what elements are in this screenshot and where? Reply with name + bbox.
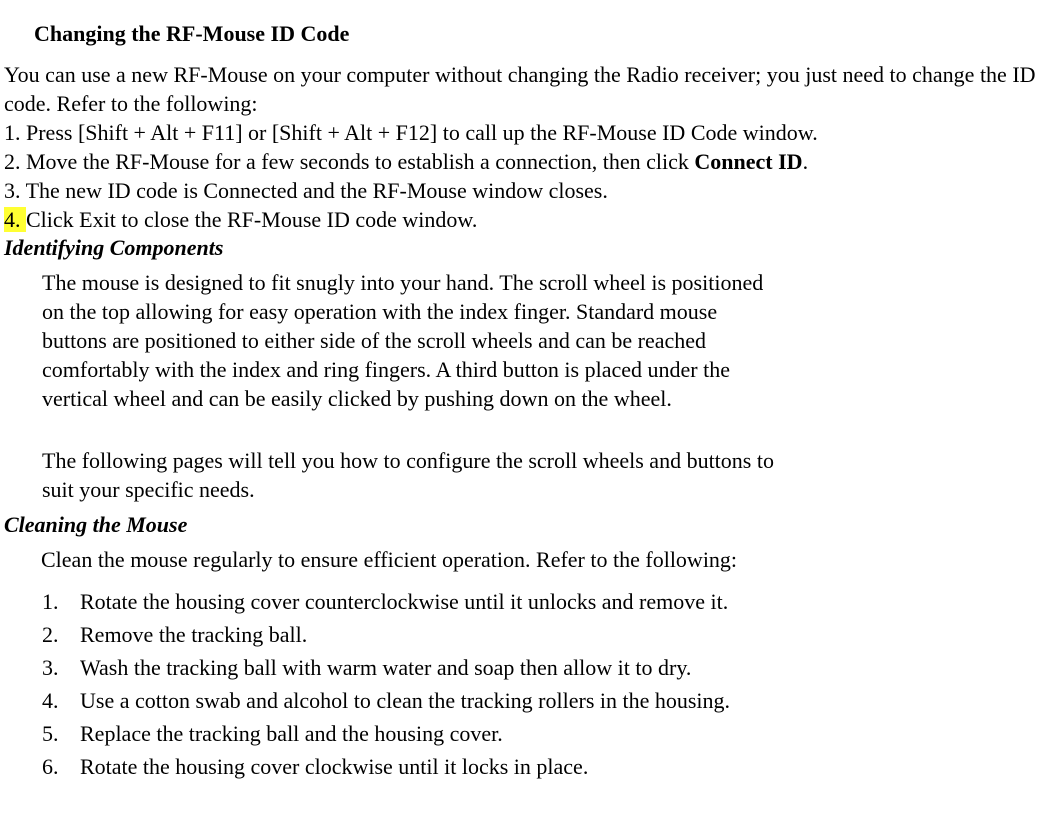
cleaning-heading: Cleaning the Mouse xyxy=(4,512,188,537)
connect-id-label: Connect ID xyxy=(694,149,803,174)
intro-step-4-text: Click Exit to close the RF-Mouse ID code window. xyxy=(26,207,478,232)
highlighted-step-number: 4. xyxy=(4,207,26,232)
intro-section xyxy=(4,60,1038,234)
identifying-heading: Identifying Components xyxy=(4,235,224,260)
intro-step-2-text: 2. Move the RF-Mouse for a few seconds to establish a connection, then click xyxy=(4,149,695,174)
step-text: Rotate the housing cover counterclockwise until it unlocks and remove it. xyxy=(80,589,729,614)
list-item xyxy=(42,719,802,748)
intro-step-2-end: . xyxy=(802,149,809,174)
step-text: Remove the tracking ball. xyxy=(80,622,308,647)
intro-paragraph: You can use a new RF-Mouse on your computer without changing the Radio receiver; you just need to change the ID code. Refer to the following: xyxy=(4,62,1036,116)
identifying-paragraph-1: The mouse is designed to fit snugly into your hand. The scroll wheel is positioned on the top allowing for easy operation with the index finger. Standard mouse buttons are positioned to either side of the scroll wheels and can be reached comfortably with the index and ring fingers. A third button is placed under the vertical wheel and can be easily clicked by pushing down on the wheel. xyxy=(42,270,764,411)
step-number: 6. xyxy=(42,754,59,779)
intro-step-4 xyxy=(4,205,1038,234)
page-title: Changing the RF-Mouse ID Code xyxy=(34,21,350,46)
cleaning-steps-list xyxy=(42,587,802,785)
step-number: 1. xyxy=(42,589,59,614)
step-number: 2. xyxy=(42,622,59,647)
list-item xyxy=(42,653,802,682)
step-number: 3. xyxy=(42,655,59,680)
intro-step-1: 1. Press [Shift + Alt + F11] or [Shift + Alt + F12] to call up the RF-Mouse ID Code window. xyxy=(4,120,818,145)
list-item xyxy=(42,620,802,649)
step-number: 5. xyxy=(42,721,59,746)
intro-step-2 xyxy=(4,147,1038,176)
step-text: Wash the tracking ball with warm water and soap then allow it to dry. xyxy=(80,655,692,680)
step-text: Replace the tracking ball and the housing cover. xyxy=(80,721,503,746)
step-text: Use a cotton swab and alcohol to clean the tracking rollers in the housing. xyxy=(80,688,731,713)
list-item xyxy=(42,587,802,616)
list-item xyxy=(42,686,802,715)
cleaning-intro: Clean the mouse regularly to ensure efficient operation. Refer to the following: xyxy=(41,547,738,572)
step-number: 4. xyxy=(42,688,59,713)
identifying-paragraph-2: The following pages will tell you how to configure the scroll wheels and buttons to suit your specific needs. xyxy=(42,448,774,502)
list-item xyxy=(42,752,802,781)
intro-step-3: 3. The new ID code is Connected and the RF-Mouse window closes. xyxy=(4,178,608,203)
step-text: Rotate the housing cover clockwise until it locks in place. xyxy=(80,754,589,779)
